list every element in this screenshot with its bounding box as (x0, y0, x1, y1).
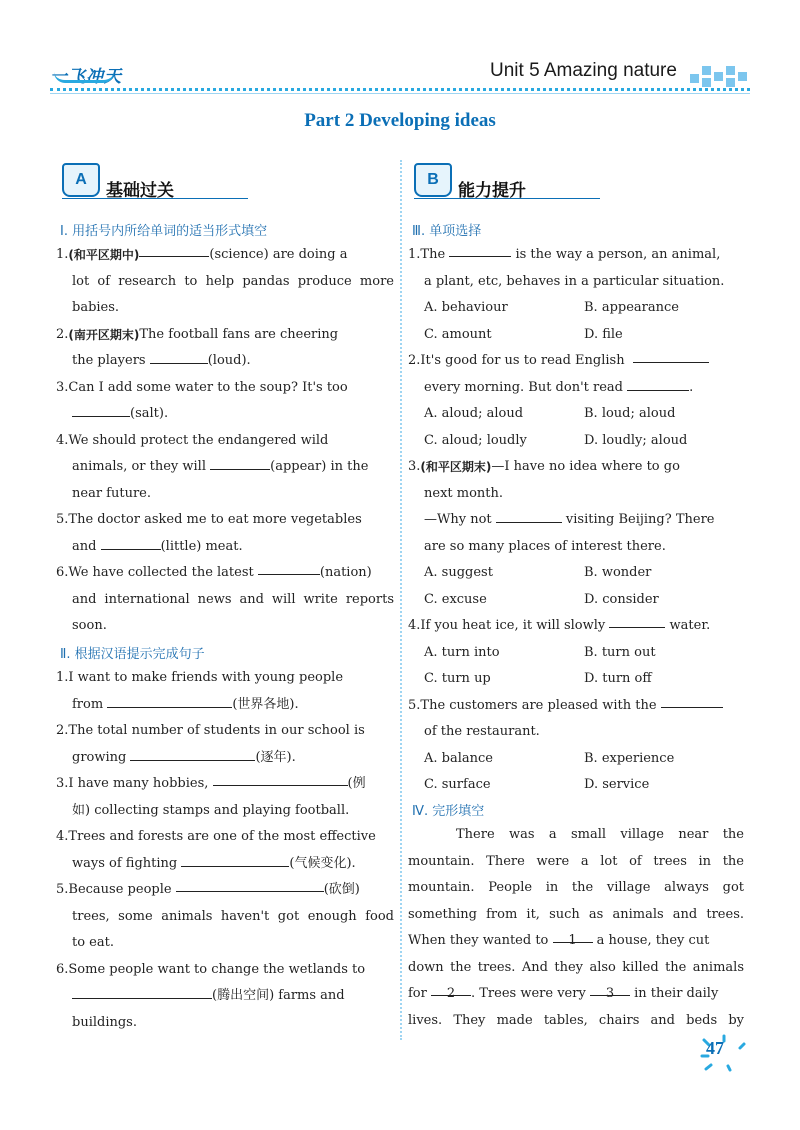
section-title-advanced: 能力提升 (458, 181, 526, 201)
item-number: 3. (408, 459, 421, 474)
item-text: I want to make friends with young people (68, 670, 344, 685)
brand-swoosh (54, 72, 114, 83)
item-text: water. (669, 618, 711, 633)
cloze-passage (408, 822, 744, 1034)
item-number: 3. (56, 379, 69, 395)
passage-text: . Trees were very (471, 986, 586, 1001)
list-item (56, 375, 394, 402)
header-rule-thin (50, 93, 750, 94)
list-item (56, 242, 394, 269)
item-number: 4. (56, 432, 69, 448)
option[interactable]: B. loud; aloud (584, 406, 676, 421)
list-item (56, 718, 394, 745)
options-grid (408, 640, 744, 693)
item-text: The football fans are cheering (139, 326, 339, 342)
answer-blank[interactable] (449, 242, 511, 257)
option[interactable]: C. amount (424, 326, 492, 342)
options-grid (408, 560, 744, 613)
item-text: (逐年). (255, 749, 296, 765)
options-grid (408, 746, 744, 799)
option[interactable]: D. service (584, 777, 650, 792)
answer-blank[interactable] (496, 508, 562, 523)
item-text: —Why not (424, 512, 492, 527)
item-text: visiting Beijing? There (565, 512, 715, 527)
list-item (408, 454, 744, 481)
item-number: 1. (56, 670, 69, 685)
exercise-1-list (56, 242, 394, 640)
item-text: —I have no idea where to go (491, 459, 680, 474)
item-text: The total number of students in our school is (68, 723, 365, 738)
item-text: and international news and will write reports (72, 591, 394, 607)
exercise-2-list (56, 665, 394, 1036)
item-text: the players (72, 353, 146, 368)
option[interactable]: C. surface (424, 777, 491, 792)
item-text: and (72, 538, 97, 554)
list-item (56, 560, 394, 587)
option[interactable]: B. appearance (584, 300, 679, 315)
item-number: 5. (408, 697, 421, 713)
item-number: 5. (56, 882, 69, 897)
item-text: (世界各地). (232, 696, 299, 712)
item-text: animals, or they will (72, 459, 206, 474)
answer-blank[interactable] (139, 242, 209, 257)
item-text: Can I add some water to the soup? It's too (68, 379, 348, 395)
answer-blank[interactable] (150, 349, 208, 364)
item-text: (salt). (130, 406, 169, 421)
item-text: (appear) in the (270, 459, 369, 474)
item-number: 6. (56, 565, 69, 580)
answer-blank[interactable] (176, 877, 324, 892)
answer-blank[interactable] (210, 455, 270, 470)
item-number: 6. (56, 961, 69, 977)
list-item (56, 877, 394, 904)
answer-blank[interactable] (72, 402, 130, 417)
list-item (56, 507, 394, 534)
item-text: trees, some animals haven't got enough food (72, 908, 394, 924)
answer-blank[interactable] (72, 984, 212, 999)
answer-blank[interactable] (130, 746, 255, 761)
item-text: next month. (424, 485, 504, 501)
item-number: 1. (56, 247, 69, 262)
item-text: babies. (72, 300, 120, 315)
item-text: soon. (72, 618, 107, 633)
item-text: (nation) (319, 565, 372, 580)
passage-text: a house, they cut (596, 933, 710, 948)
option[interactable]: C. excuse (424, 591, 487, 607)
brand-logo: 一飞冲天 (50, 67, 122, 87)
option[interactable]: D. turn off (584, 671, 652, 686)
passage-line: something from it, such as animals and trees. (408, 906, 744, 922)
item-source-tag: (南开区期末) (68, 327, 140, 342)
option[interactable]: A. aloud; aloud (424, 406, 524, 421)
item-text: to eat. (72, 935, 114, 950)
list-item (408, 693, 744, 720)
part-title: Part 2 Developing ideas (304, 110, 496, 131)
option[interactable]: A. suggest (424, 565, 493, 580)
answer-blank[interactable] (107, 693, 232, 708)
option[interactable]: D. consider (584, 591, 659, 607)
page-number: 47 (706, 1038, 724, 1058)
item-text: Because people (68, 882, 172, 897)
item-number: 4. (408, 618, 421, 633)
item-text: Some people want to change the wetlands to (68, 961, 366, 977)
option[interactable]: C. aloud; loudly (424, 432, 527, 448)
item-text: buildings. (72, 1014, 137, 1030)
option[interactable]: D. loudly; aloud (584, 432, 688, 448)
cloze-blank-3[interactable]: 3 (590, 981, 630, 996)
item-text: near future. (72, 485, 151, 501)
section-badge-b (414, 163, 452, 197)
item-text: is the way a person, an animal, (515, 247, 721, 262)
item-text: It's good for us to read English (420, 353, 625, 368)
item-text: (气候变化). (289, 855, 356, 871)
exercise-3-list: 1. The is the way a person, an animal, a plant, etc, behaves in a particular situation. A. behaviour B. appearance C. amount D. file 2. It's good for us to read English every morning. But don't read . A. aloud; aloud B. loud; aloud C. aloud; loudly D. loudly; aloud 3. (和平区期末) —I have no idea where to go next month. —Why not visiting Beijing? There are so many places of interest there. A. suggest B. wonder C. excuse D. consider 4. If you heat ice, it will slowly water. A. turn into B. turn out C. turn up D. turn off 5. The customers are pleased with the of the restaurant. A. balance B. experience C. surface D. service (408, 242, 744, 799)
list-item (56, 957, 394, 984)
item-text: are so many places of interest there. (424, 538, 666, 554)
item-text: (loud). (207, 353, 251, 368)
answer-blank[interactable] (661, 693, 723, 708)
list-item (56, 824, 394, 851)
item-text: We should protect the endangered wild (68, 432, 329, 448)
subsection-heading-2: Ⅱ. 根据汉语提示完成句子 (60, 647, 205, 662)
item-number: 5. (56, 512, 69, 527)
option[interactable]: B. turn out (584, 644, 656, 660)
list-item (408, 348, 744, 375)
option[interactable]: B. experience (584, 750, 675, 766)
item-number: 1. (408, 247, 421, 262)
subsection-heading-4: Ⅳ. 完形填空 (412, 804, 485, 819)
option[interactable]: D. file (584, 326, 623, 342)
item-text: 如) collecting stamps and playing football. (72, 802, 350, 818)
option[interactable]: A. balance (424, 750, 493, 766)
item-text: lot of research to help pandas produce more (72, 273, 394, 289)
badge-letter: A (75, 171, 87, 188)
item-text: (砍倒) (323, 882, 360, 897)
item-text: The customers are pleased with the (420, 697, 657, 713)
options-grid (408, 401, 744, 454)
subsection-heading-3: Ⅲ. 单项选择 (412, 224, 482, 239)
answer-blank[interactable] (633, 348, 709, 363)
item-source-tag: (和平区期中) (68, 248, 140, 262)
passage-line (408, 928, 744, 955)
answer-blank[interactable] (258, 560, 320, 575)
badge-letter: B (427, 171, 439, 188)
header-rule (50, 88, 750, 91)
cloze-blank-1[interactable]: 1 (553, 928, 593, 943)
list-item (56, 771, 394, 798)
item-text: ways of fighting (72, 855, 178, 871)
section-title-basic: 基础过关 (106, 181, 174, 201)
item-text: of the restaurant. (424, 724, 540, 739)
item-number: 4. (56, 829, 69, 844)
passage-line (408, 981, 744, 1008)
item-text: (例 (347, 776, 366, 791)
passage-line: down the trees. And they also killed the animals (408, 959, 744, 975)
passage-line: lives. They made tables, chairs and beds by (408, 1012, 744, 1028)
list-item (56, 322, 394, 349)
section-title-rule (414, 198, 600, 199)
item-text: I have many hobbies, (68, 776, 209, 791)
answer-blank[interactable] (609, 613, 665, 628)
item-text: The doctor asked me to eat more vegetables (68, 512, 362, 527)
passage-line: mountain. People in the village always got (408, 880, 744, 895)
item-source-tag: (和平区期末) (420, 460, 492, 474)
option[interactable]: C. turn up (424, 671, 491, 686)
options-grid (408, 295, 744, 348)
section-badge-a (62, 163, 100, 197)
list-item (56, 665, 394, 692)
answer-blank[interactable] (213, 771, 348, 786)
item-text: If you heat ice, it will slowly (420, 618, 606, 633)
cloze-blank-2[interactable]: 2 (431, 981, 471, 996)
item-text: a plant, etc, behaves in a particular situation. (424, 273, 725, 289)
item-text: from (72, 696, 104, 712)
list-item (408, 242, 744, 269)
column-divider (400, 160, 402, 1040)
item-text: growing (72, 749, 127, 765)
option[interactable]: A. behaviour (424, 300, 508, 315)
item-text: The (420, 247, 446, 262)
item-text: every morning. But don't read (424, 379, 623, 395)
subsection-heading-1: Ⅰ. 用括号内所给单词的适当形式填空 (60, 224, 268, 239)
answer-blank[interactable] (627, 376, 689, 391)
item-number: 2. (56, 723, 69, 738)
item-number: 2. (408, 353, 421, 368)
item-number: 2. (56, 326, 69, 342)
passage-text: When they wanted to (408, 933, 549, 948)
unit-title: Unit 5 Amazing nature (490, 60, 677, 81)
item-text: (腾出空间) farms and (212, 988, 345, 1003)
item-text: We have collected the latest (68, 565, 254, 580)
item-number: 3. (56, 776, 69, 791)
header-decoration-icon (690, 62, 746, 88)
item-text: Trees and forests are one of the most effective (68, 829, 376, 844)
passage-text: for (408, 986, 427, 1001)
passage-text: in their daily (634, 986, 719, 1001)
item-text: (little) meat. (160, 538, 243, 554)
option[interactable]: A. turn into (424, 644, 500, 660)
answer-blank[interactable] (101, 535, 161, 550)
item-text: (science) are doing a (209, 247, 348, 262)
list-item (408, 613, 744, 640)
answer-blank[interactable] (181, 852, 289, 867)
passage-line: There was a small village near the (456, 827, 744, 842)
list-item (56, 428, 394, 455)
option[interactable]: B. wonder (584, 565, 652, 580)
passage-line: mountain. There were a lot of trees in the (408, 853, 744, 869)
section-title-rule (62, 198, 248, 199)
